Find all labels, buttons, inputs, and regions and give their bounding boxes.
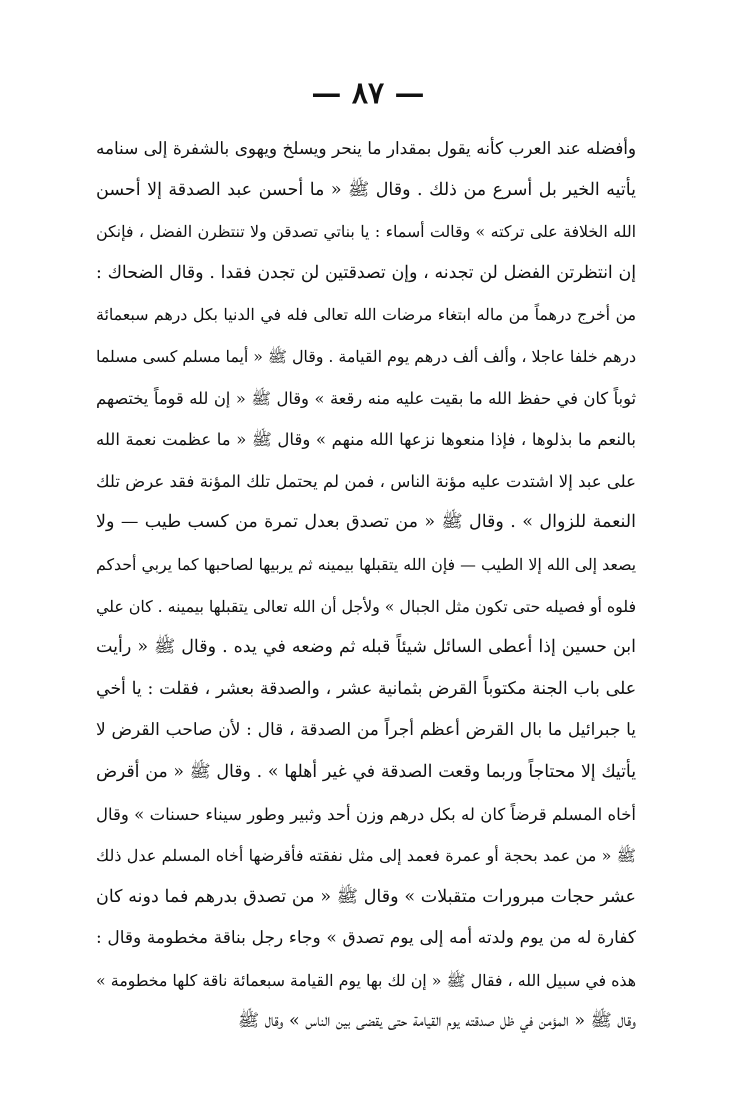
text-line: كفارة له من يوم ولدته أمه إلى يوم تصدق » وجاء رجل بناقة مخطومة وقال : xyxy=(96,928,636,949)
text-line: إن انتظرتن الفضل لن تجدنه ، وإن تصدقتين لن تجدن فقدا . وقال الضحاك : xyxy=(96,262,636,283)
text-line: النعمة للزوال » . وقال ﷺ « من تصدق بعدل تمرة من كسب طيب — ولا xyxy=(96,512,636,533)
text-line: يأتيه الخير بل أسرع من ذلك . وقال ﷺ « ما أحسن عبد الصدقة إلا أحسن xyxy=(96,179,636,200)
text-line: يصعد إلى الله إلا الطيب — فإن الله يتقبلها بيمينه ثم يربيها لصاحبها كما يربي أحدكم xyxy=(96,554,636,574)
text-line: يأتيك إلا محتاجاً وربما وقعت الصدقة في غير أهلها » . وقال ﷺ « من أقرض xyxy=(96,761,636,782)
body-text xyxy=(96,128,636,1043)
text-line: فلوه أو فصيله حتى تكون مثل الجبال » ولأجل أن الله تعالى يتقبلها بيمينه . كان علي xyxy=(96,596,636,616)
text-line: بالنعم ما بذلوها ، فإذا منعوها نزعها الله منهم » وقال ﷺ « ما عظمت نعمة الله xyxy=(96,430,636,450)
text-line: درهم خلفا عاجلا ، وألف ألف درهم يوم القيامة . وقال ﷺ « أيما مسلم كسى مسلما xyxy=(96,346,636,366)
text-line: وأفضله عند العرب كأنه يقول بمقدار ما ينحر ويسلخ ويهوى بالشفرة إلى سنامه xyxy=(96,138,636,158)
text-line: الله الخلافة على تركته » وقالت أسماء : يا بناتي تصدقن ولا تنتظرن الفضل ، فإنكن xyxy=(96,222,636,242)
text-line: على باب الجنة مكتوباً القرض بثمانية عشر ، والصدقة بعشر ، فقلت : يا أخي xyxy=(96,678,636,699)
text-line: هذه في سبيل الله ، فقال ﷺ « إن لك بها يوم القيامة سبعمائة ناقة كلها مخطومة » xyxy=(96,970,636,990)
text-line: ثوباً كان في حفظ الله ما بقيت عليه منه رقعة » وقال ﷺ « إن لله قوماً يختصهم xyxy=(96,388,636,408)
text-line: عشر حجات مبرورات متقبلات » وقال ﷺ « من تصدق بدرهم فما دونه كان xyxy=(96,886,636,907)
text-line: وقال ﷺ « المؤمن في ظل صدقته يوم القيامة حتى يقضى بين الناس » وقال ﷺ xyxy=(238,1011,636,1032)
text-line: أخاه المسلم قرضاً كان له بكل درهم وزن أحد وثبير وطور سيناء حسنات » وقال xyxy=(96,804,636,824)
page-number: — ٨٧ — xyxy=(311,76,425,111)
text-line: يا جبرائيل ما بال القرض أعظم أجراً من الصدقة ، قال : لأن صاحب القرض لا xyxy=(96,720,636,741)
text-line: على عبد إلا اشتدت عليه مؤنة الناس ، فمن لم يحتمل تلك المؤنة فقد عرض تلك xyxy=(96,471,636,491)
text-line: ابن حسين إذا أعطى السائل شيئاً قبله ثم وضعه في يده . وقال ﷺ « رأيت xyxy=(96,637,636,658)
text-line: ﷺ « من عمد بحجة أو عمرة فعمد إلى مثل نفقته فأقرضها أخاه المسلم عدل ذلك xyxy=(96,846,636,866)
text-line: من أخرج درهماً من ماله ابتغاء مرضات الله تعالى فله في الدنيا بكل درهم سبعمائة xyxy=(96,305,636,325)
